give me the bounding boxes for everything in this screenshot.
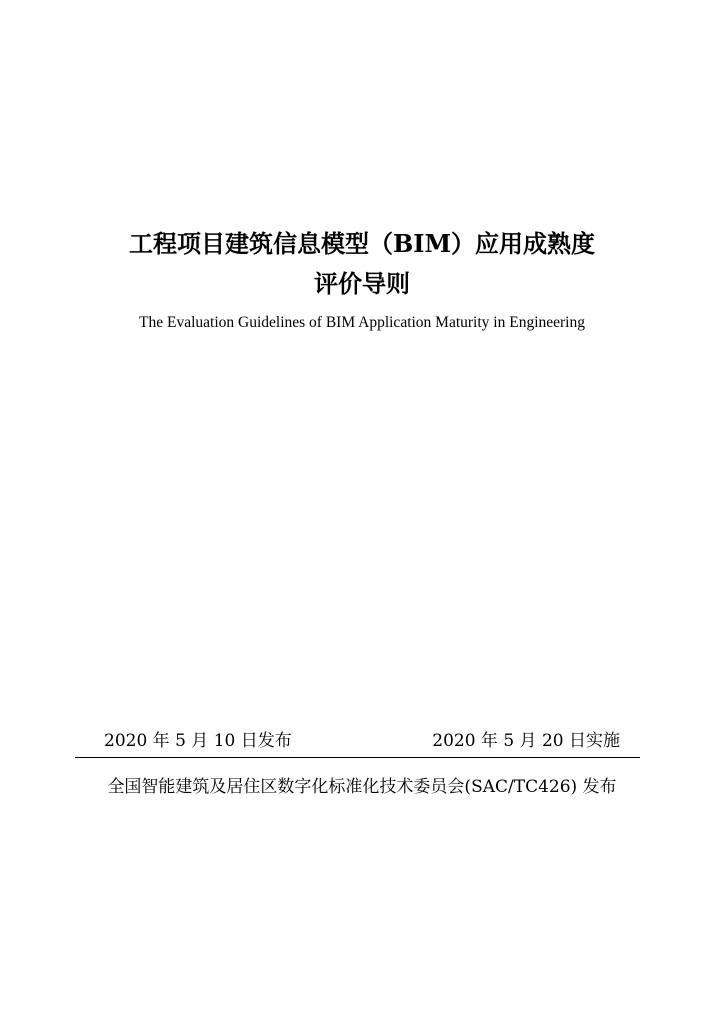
document-title: 工程项目建筑信息模型（BIM）应用成熟度 <box>128 229 596 258</box>
divider-line <box>75 757 640 758</box>
document-title-continued: 评价导则 <box>314 269 410 298</box>
english-title: The Evaluation Guidelines of BIM Application Maturity in Engineering <box>139 314 585 331</box>
release-date: 2020 年 5 月 10 日发布 <box>104 731 292 751</box>
publisher-statement: 全国智能建筑及居住区数字化标准化技术委员会(SAC/TC426) 发布 <box>107 777 617 797</box>
implementation-date: 2020 年 5 月 20 日实施 <box>432 731 620 751</box>
